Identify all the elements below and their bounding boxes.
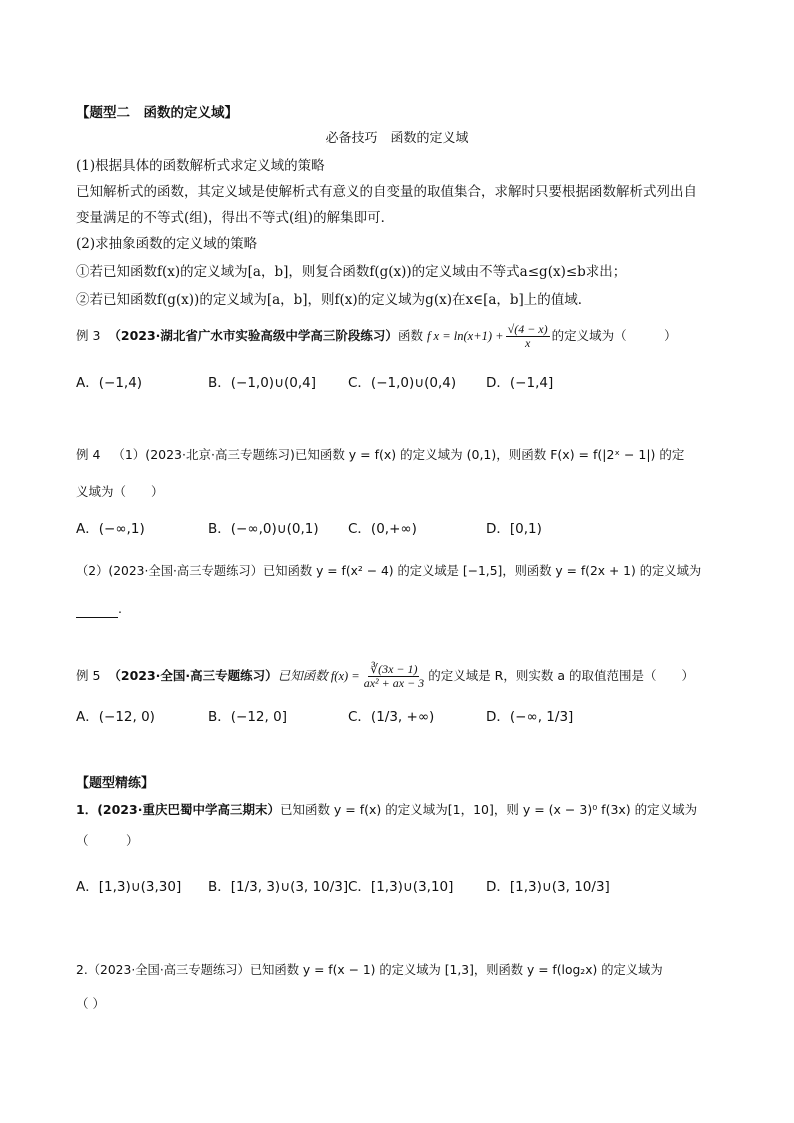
- practice-question-2: 2.（2023·全国·高三专题练习）已知函数 y = f(x − 1) 的定义域为 [1,3]，则函数 y = f(log₂x) 的定义域为: [76, 963, 663, 977]
- example-3-source: （2023·湖北省广水市实验高级中学高三阶段练习）: [108, 328, 398, 343]
- example-4-option-d[interactable]: D．[0,1): [486, 521, 542, 537]
- example-3-option-b[interactable]: B．(−1,0)∪(0,4]: [208, 375, 316, 391]
- example-5-denominator: ax² + ax − 3: [363, 675, 425, 690]
- example-4-q2-end: .: [118, 601, 122, 616]
- example-3-label: 例 3: [76, 328, 101, 343]
- practice-title: 【题型精练】: [76, 776, 155, 791]
- example-3-question: [76, 322, 677, 350]
- practice-q1-source: 1．(2023·重庆巴蜀中学高三期末）: [76, 802, 280, 817]
- tip-rule-1: ①若已知函数f(x)的定义域为[a，b]，则复合函数f(g(x))的定义域由不等式a≤g(x)≤b求出；: [76, 264, 627, 280]
- example-4-question-1-cont: 义域为（ ）: [76, 484, 164, 499]
- practice-1-option-d[interactable]: D．[1,3)∪(3, 10/3]: [486, 879, 610, 895]
- practice-1-option-b[interactable]: B．[1/3, 3)∪(3, 10/3]: [208, 879, 349, 895]
- tip-heading-2: (2)求抽象函数的定义域的策略: [76, 236, 258, 252]
- example-4-option-a[interactable]: A．(−∞,1): [76, 521, 145, 537]
- practice-1-option-c[interactable]: C．[1,3)∪(3,10]: [348, 879, 454, 895]
- practice-1-option-a[interactable]: A．[1,3)∪(3,30]: [76, 879, 182, 895]
- example-5-source: （2023·全国·高三专题练习）: [108, 668, 278, 683]
- example-5-fraction: [362, 663, 426, 690]
- example-5-option-a[interactable]: A．(−12, 0): [76, 709, 155, 725]
- example-4-question-1: [76, 446, 684, 464]
- example-4-options: [76, 514, 776, 540]
- example-5-question: [76, 660, 694, 692]
- example-3-option-d[interactable]: D．(−1,4]: [486, 375, 554, 391]
- example-5-option-b[interactable]: B．(−12, 0]: [208, 709, 287, 725]
- example-3-numerator: √(4 − x): [507, 321, 548, 336]
- example-3-option-c[interactable]: C．(−1,0)∪(0,4): [348, 375, 457, 391]
- example-3-denominator: x: [524, 335, 531, 350]
- tip-paragraph-1b: 变量满足的不等式(组)，得出不等式(组)的解集即可．: [76, 210, 395, 226]
- example-4-q1-source: （1）(2023·北京·高三专题练习): [112, 447, 295, 462]
- tip-paragraph-1a: 已知解析式的函数，其定义域是使解析式有意义的自变量的取值集合，求解时只要根据函数解析式列出自: [76, 184, 697, 200]
- example-3-fraction: [506, 323, 550, 350]
- example-5-pre: 已知函数 f(x) =: [277, 669, 360, 683]
- example-5-label: 例 5: [76, 668, 101, 683]
- practice-q1-text: 已知函数 y = f(x) 的定义域为[1，10]，则 y = (x − 3)⁰ f(3x) 的定义域为: [279, 802, 698, 817]
- tip-rule-2: ②若已知函数f(g(x))的定义域为[a，b]，则f(x)的定义域为g(x)在x∈[a，b]上的值域．: [76, 292, 592, 308]
- example-5-option-d[interactable]: D．(−∞, 1/3]: [486, 709, 574, 725]
- example-4-q1-text: 已知函数 y = f(x) 的定义域为 (0,1)，则函数 F(x) = f(|2ˣ − 1|) 的定: [294, 447, 685, 462]
- example-5-post: 的定义域是 R，则实数 a 的取值范围是（ ）: [428, 668, 694, 683]
- example-3-pre: 函数: [397, 328, 423, 343]
- answer-blank[interactable]: [76, 603, 118, 618]
- example-5-numerator: ∛(3x − 1): [370, 661, 418, 676]
- practice-question-1-paren: （ ）: [76, 833, 139, 848]
- tip-heading-1: (1)根据具体的函数解析式求定义域的策略: [76, 158, 325, 174]
- example-3-function: f x = ln(x+1) +: [426, 329, 504, 343]
- example-4-option-c[interactable]: C．(0,+∞): [348, 521, 417, 537]
- subtitle: 必备技巧 函数的定义域: [325, 131, 469, 146]
- example-4-option-b[interactable]: B．(−∞,0)∪(0,1): [208, 521, 319, 537]
- example-4-question-2-blank: [76, 600, 122, 618]
- section-title: 【题型二 函数的定义域】: [76, 105, 238, 121]
- practice-question-2-paren: （ ）: [76, 996, 105, 1011]
- practice-question-1: [76, 801, 697, 819]
- example-3-options: [76, 368, 776, 394]
- example-5-option-c[interactable]: C．(1/3, +∞): [348, 709, 435, 725]
- practice-1-options: [76, 872, 776, 898]
- example-5-options: [76, 702, 776, 728]
- example-4-label: 例 4: [76, 447, 101, 462]
- example-3-post: 的定义域为（ ）: [551, 328, 677, 343]
- example-4-question-2: （2）(2023·全国·高三专题练习）已知函数 y = f(x² − 4) 的定义域是 [−1,5]，则函数 y = f(2x + 1) 的定义域为: [76, 564, 702, 578]
- example-3-option-a[interactable]: A．(−1,4): [76, 375, 143, 391]
